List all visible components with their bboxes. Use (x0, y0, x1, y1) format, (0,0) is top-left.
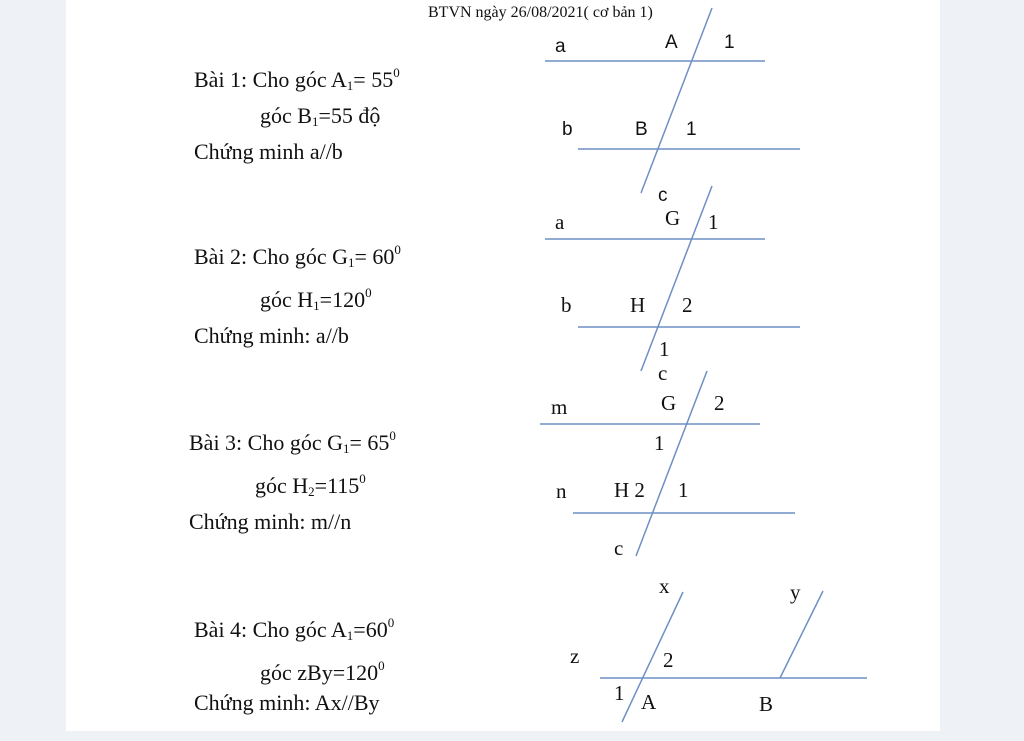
problem-1-heading: Bài 1: Cho góc A (194, 67, 347, 92)
label-c: c (658, 361, 668, 385)
label-c: c (614, 536, 624, 560)
problem-2-value: = 60 (354, 244, 395, 269)
label-b: b (561, 293, 572, 317)
page-title: BTVN ngày 26/08/2021( cơ bản 1) (428, 4, 653, 21)
problem-3-given-2-sub: 2 (308, 484, 315, 499)
label-B: B (759, 692, 774, 716)
label-angle-1-top: 1 (724, 32, 735, 53)
label-angle-1-top: 1 (708, 210, 719, 234)
label-a: a (555, 210, 565, 234)
figure-2 (545, 186, 800, 385)
problem-1-value: = 55 (353, 67, 394, 92)
label-G: G (661, 391, 677, 415)
figure-1 (545, 8, 800, 206)
label-A: A (641, 690, 657, 714)
problem-3-given-2: góc H (255, 473, 309, 498)
problem-4-prove: Chứng minh: Ax//By (194, 690, 380, 715)
problem-2-given-2-sup: 0 (365, 285, 372, 300)
problem-2-heading: Bài 2: Cho góc G (194, 244, 348, 269)
problem-3-value: = 65 (349, 430, 390, 455)
problem-2-given-2-sub: 1 (313, 298, 320, 313)
problem-1-given-2-sub: 1 (311, 114, 319, 129)
problem-2-given-2-value: =120 (319, 287, 366, 312)
problem-1-sub: 1 (346, 78, 354, 93)
label-angle-1-mid: 1 (654, 431, 665, 455)
problem-3-given-2-value: =115 (314, 473, 360, 498)
problem-3-heading: Bài 3: Cho góc G (189, 430, 343, 455)
problem-4-heading: Bài 4: Cho góc A (194, 617, 347, 642)
label-H-2: H 2 (614, 478, 645, 502)
problem-3-prove: Chứng minh: m//n (189, 509, 352, 534)
label-angle-2: 2 (682, 293, 693, 317)
label-y: y (790, 580, 801, 604)
figure-3 (540, 371, 795, 560)
problem-2-sup: 0 (394, 242, 401, 257)
label-H: H (630, 293, 646, 317)
problem-4-value: =60 (353, 617, 388, 642)
label-n: n (556, 479, 567, 503)
label-a: a (555, 36, 566, 57)
ray-By (780, 591, 823, 678)
label-A: A (665, 32, 678, 53)
problem-1-given-2: góc B (260, 103, 312, 128)
label-angle-1-bottom: 1 (659, 337, 670, 361)
label-m: m (551, 395, 568, 419)
label-angle-1-bottom: 1 (686, 119, 697, 140)
label-angle-2: 2 (663, 648, 674, 672)
label-G: G (665, 206, 681, 230)
problem-1-sup: 0 (393, 65, 400, 80)
label-z: z (570, 644, 580, 668)
problem-4-given-2-sup: 0 (378, 658, 385, 673)
problem-3-sup: 0 (389, 428, 396, 443)
label-b: b (562, 119, 573, 140)
figure-4 (570, 574, 867, 722)
label-x: x (659, 574, 670, 598)
problem-4-sub: 1 (346, 628, 354, 643)
label-angle-2-top: 2 (714, 391, 725, 415)
problem-2-sub: 1 (348, 255, 355, 270)
problem-4-given-2: góc zBy=120 (260, 660, 379, 685)
label-B: B (635, 119, 648, 140)
problem-1-prove: Chứng minh a//b (194, 139, 343, 164)
label-c: c (658, 185, 668, 206)
problem-1-given-2-value: =55 độ (318, 103, 381, 128)
problem-2-prove: Chứng minh: a//b (194, 323, 349, 348)
label-angle-1-H: 1 (678, 478, 689, 502)
problem-3-sub: 1 (343, 441, 350, 456)
label-angle-1: 1 (614, 681, 625, 705)
problem-3-given-2-sup: 0 (359, 471, 366, 486)
problem-2-given-2: góc H (260, 287, 314, 312)
problem-4-sup: 0 (387, 615, 395, 630)
